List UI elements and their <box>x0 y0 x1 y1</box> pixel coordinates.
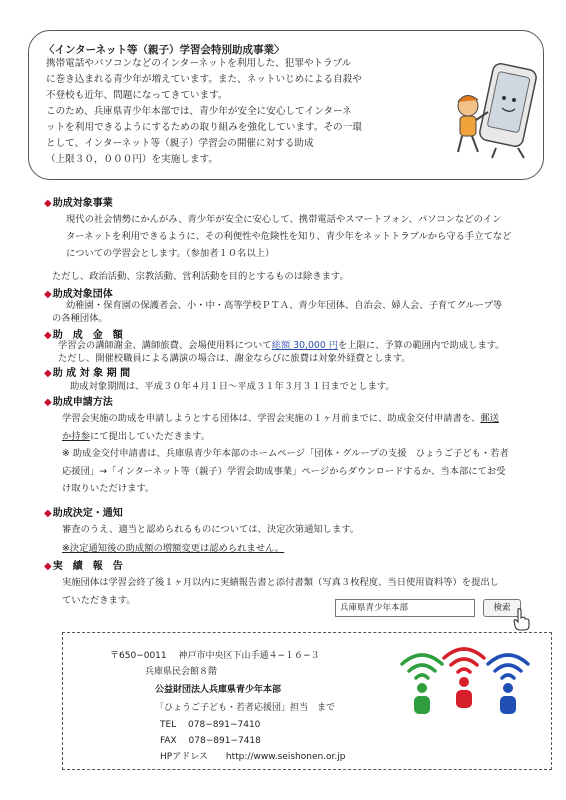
diamond-bullet-icon: ◆ <box>44 368 52 379</box>
intro-title: 〈インターネット等（親子）学習会特別助成事業〉 <box>44 44 285 56</box>
wifi-green-icon <box>402 655 442 678</box>
grant-total-amount: 総額 30,000 円 <box>271 340 338 351</box>
contact-organization: 公益財団法人兵庫県青少年本部 <box>155 685 282 695</box>
contact-department: 「ひょうご子ども・若者応援団」担当 まで <box>155 703 336 713</box>
diamond-bullet-icon: ◆ <box>44 330 52 341</box>
contact-postal-address: 〒650−0011 神戸市中央区下山手通４−１６−３ <box>110 651 320 661</box>
wifi-blue-icon <box>488 655 528 678</box>
section-heading-results-report: ◆実 績 報 告 <box>44 561 123 572</box>
section-body-application-method: 学習会実施の助成を申請しようとする団体は、学習会実施の１ヶ月前までに、助成金交付申請書を、郵送 か持参にて提出していただきます。 ※ 助成金交付申請書は、兵庫県青少年本部のホームページ「団体・グループの支援 ひょうご子ども・若者 応援団」→「インターネット等（親子）学習会助成事業」ページからダウンロードするか、当本部にてお受 け取りいただけます。 <box>62 413 509 494</box>
section-note-exclusions: ただし、政治活動、宗教活動、営利活動を目的とするものは除きます。 <box>52 271 349 282</box>
section-heading-target-groups: ◆助成対象団体 <box>44 289 113 300</box>
pointing-hand-icon <box>511 607 531 631</box>
section-body-target-groups: 幼稚園・保育園の保護者会、小・中・高等学校ＰＴＡ、青少年団体、自治会、婦人会、子育てグループ等 の各種団体。 <box>52 300 503 324</box>
diamond-bullet-icon: ◆ <box>44 289 52 300</box>
wifi-people-illustration <box>398 640 534 718</box>
contact-fax: FAX 078−891−7418 <box>160 736 261 746</box>
section-heading-target-projects: ◆助成対象事業 <box>44 198 113 209</box>
section-heading-grant-amount: ◆助 成 金 額 <box>44 330 123 341</box>
search-button[interactable]: 検索 <box>483 599 521 617</box>
diamond-bullet-icon: ◆ <box>44 561 52 572</box>
diamond-bullet-icon: ◆ <box>44 198 52 209</box>
diamond-bullet-icon: ◆ <box>44 397 52 408</box>
intro-paragraph-2: このため、兵庫県青少年本部では、青少年が安全に安心してインターネ ットを利用できるようにするための取り組みを強化しています。その一環 として、インターネット等（親子）学習会の開催に対する助成 （上限３０，０００円）を実施します。 <box>46 106 362 165</box>
section-body-grant-amount: 学習会の講師謝金、講師旅費、会場使用料について総額 30,000 円を上限に、予算の範囲内で助成します。 ただし、開催校職員による講演の場合は、謝金ならびに旅費は対象外経費とします。 <box>58 340 505 364</box>
contact-tel: TEL 078−891−7410 <box>160 720 261 730</box>
diamond-bullet-icon: ◆ <box>44 508 52 519</box>
section-heading-grant-period: ◆助 成 対 象 期 間 <box>44 368 131 379</box>
section-heading-application-method: ◆助成申請方法 <box>44 397 113 408</box>
search-box-graphic <box>335 599 535 629</box>
section-heading-decision-notice: ◆助成決定・通知 <box>44 508 123 519</box>
contact-homepage: HPアドレス http://www.seishonen.or.jp <box>160 752 346 762</box>
search-input[interactable]: 兵庫県青少年本部 <box>335 599 475 617</box>
intro-paragraph-1: 携帯電話やパソコンなどのインターネットを利用した、犯罪やトラブル に巻き込まれる青少年が増えています。また、ネットいじめによる自殺や 不登校も近年、問題になってきています。 <box>46 58 362 101</box>
smartphone-character-illustration <box>452 62 540 162</box>
section-body-decision-notice: 審査のうえ、適当と認められるものについては、決定次第通知します。 ※決定通知後の助成額の増額変更は認められません。 <box>62 524 360 554</box>
section-body-target-projects: 現代の社会情勢にかんがみ、青少年が安全に安心して、携帯電話やスマートフォン、パソコンなどのイン ターネットを利用できるように、その利便性や危険性を知り、青少年をネットトラブルから守る手立てなど についての学習会とします。（参加者１０名以上） <box>66 214 512 259</box>
contact-building: 兵庫県民会館８階 <box>145 667 218 677</box>
section-body-results-report: 実施団体は学習会終了後１ヶ月以内に実績報告書と添付書類（写真３枚程度、当日使用資料等）を提出し ていただきます。 <box>62 577 499 606</box>
wifi-red-icon <box>444 649 484 672</box>
section-body-grant-period: 助成対象期間は、平成３０年４月１日〜平成３１年３月３１日までとします。 <box>70 381 395 392</box>
